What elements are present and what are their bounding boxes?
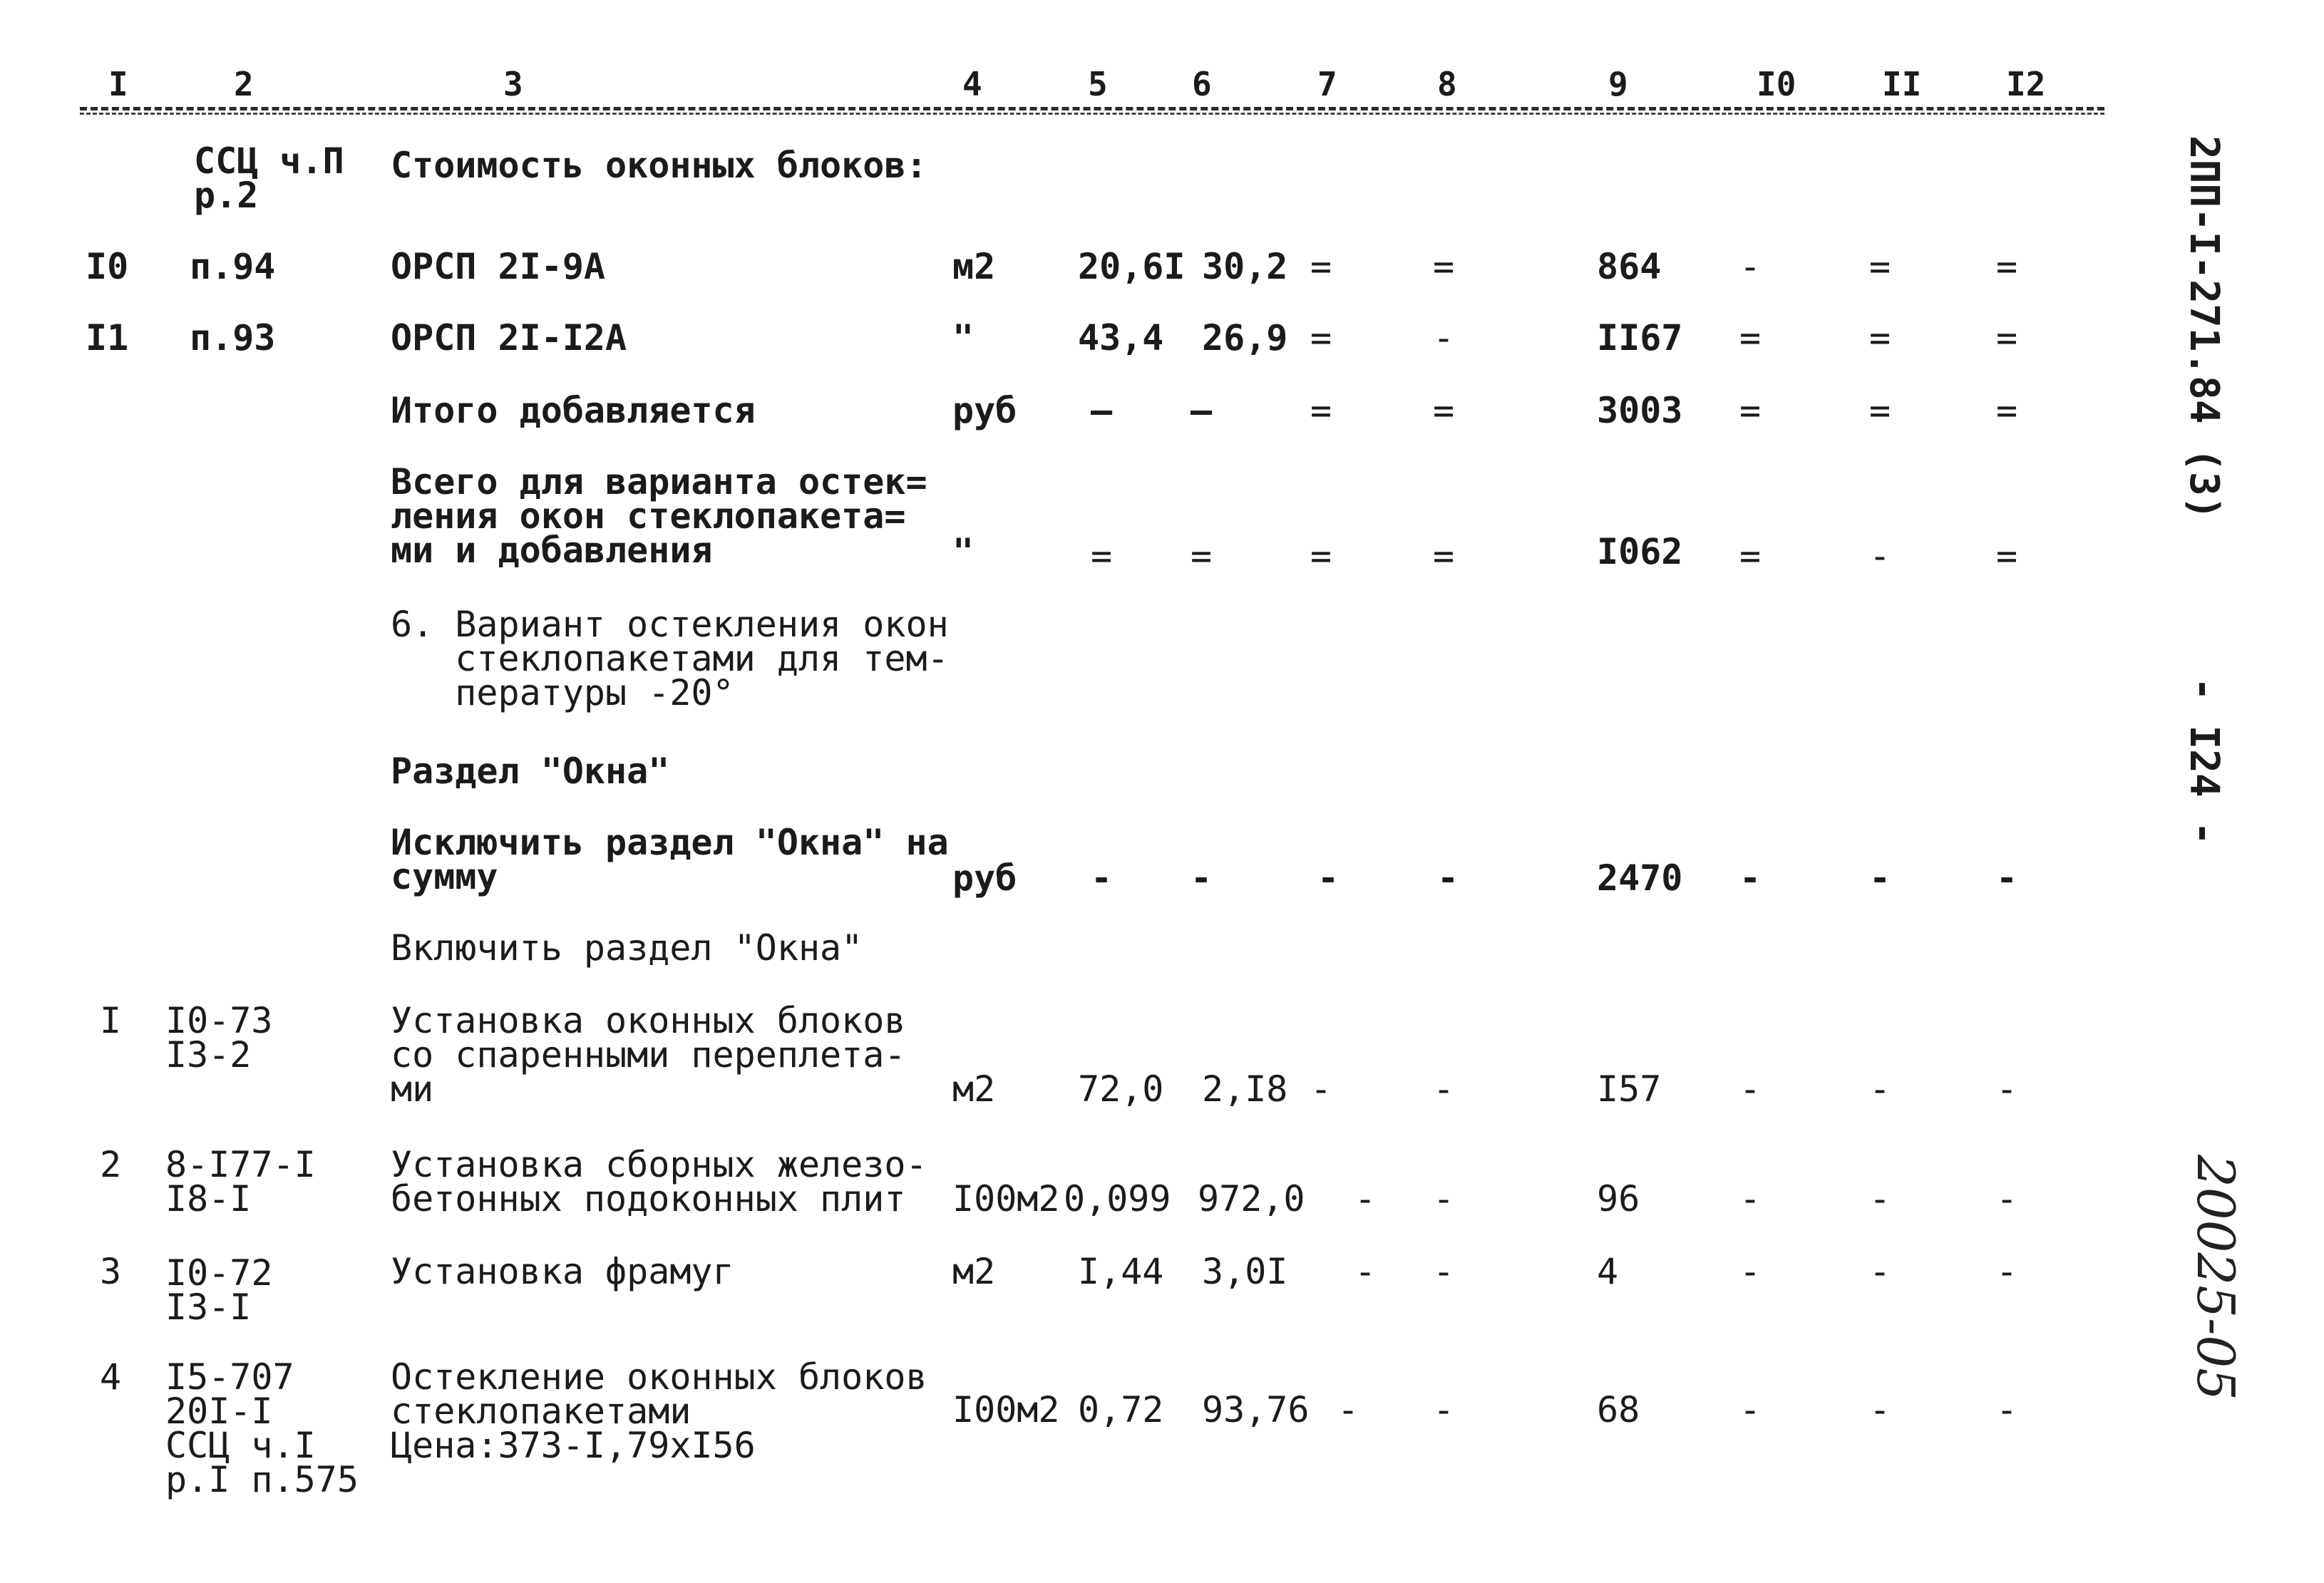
row-col9: 68 (1597, 1389, 1640, 1430)
header-col-11: II (1882, 65, 1922, 103)
row-unit: м2 (952, 1251, 996, 1292)
row-description: Остекление оконных блоков стеклопакетами Цена:373-I,79хI56 (391, 1356, 927, 1466)
row-source: п.93 (190, 317, 276, 359)
row-number: 2 (100, 1144, 122, 1185)
page-number: - I24 - (2181, 677, 2227, 846)
row-col9: II67 (1597, 317, 1683, 359)
row-number: I1 (86, 317, 129, 359)
row-col9: I062 (1597, 531, 1683, 572)
row-col6: 972,0 (1198, 1178, 1305, 1220)
row-col6: – (1191, 390, 1213, 431)
handwritten-number: 20025-05 (2186, 1155, 2246, 1401)
row-col12: - (1996, 1178, 2018, 1220)
row-number: I0 (86, 246, 129, 287)
row-source: 8-I77-I I8-I (165, 1144, 316, 1220)
row-col10: - (1739, 1251, 1762, 1292)
row-col7: - (1337, 1389, 1359, 1430)
row-col6: = (1191, 535, 1213, 577)
row-col9: 864 (1597, 246, 1662, 287)
row-col5: = (1091, 535, 1113, 577)
header-col-1: I (108, 65, 128, 103)
row-col5: 0,099 (1064, 1178, 1171, 1220)
row-source: ССЦ ч.П р.2 (194, 140, 344, 216)
row-col11: - (1869, 1389, 1891, 1430)
row-col5: 72,0 (1078, 1068, 1164, 1110)
row-col5: 20,6I (1078, 246, 1186, 287)
row-col7: - (1354, 1251, 1377, 1292)
row-description: Исключить раздел "Окна" на сумму (391, 822, 949, 897)
row-col9: 3003 (1597, 390, 1683, 431)
row-number: I (100, 1000, 122, 1041)
row-col8: - (1433, 1251, 1455, 1292)
row-col10: - (1739, 857, 1762, 899)
row-col7: - (1310, 1068, 1332, 1110)
row-col7: = (1310, 317, 1332, 359)
row-col8: - (1433, 1389, 1455, 1430)
header-col-8: 8 (1437, 65, 1457, 103)
row-description: Всего для варианта остек= ления окон стеклопакета= ми и добавления (391, 461, 927, 571)
row-col12: - (1996, 857, 2018, 899)
row-number: 4 (100, 1356, 122, 1398)
row-col6: - (1191, 857, 1213, 899)
header-col-2: 2 (234, 65, 254, 103)
row-description: Стоимость оконных блоков: (391, 145, 927, 186)
row-description: Установка оконных блоков со спаренными переплета- ми (391, 1000, 906, 1110)
row-unit: " (952, 531, 975, 572)
row-col11: - (1869, 1068, 1891, 1110)
row-col6: 30,2 (1202, 246, 1288, 287)
row-col9: 2470 (1597, 857, 1683, 899)
header-col-9: 9 (1608, 65, 1628, 103)
row-col12: = (1996, 390, 2018, 431)
row-col7: = (1310, 535, 1332, 577)
row-col12: = (1996, 246, 2018, 287)
row-col8: = (1433, 535, 1455, 577)
header-col-10: I0 (1757, 65, 1796, 103)
row-col12: - (1996, 1251, 2018, 1292)
row-col11: - (1869, 535, 1891, 577)
row-description: Установка фрамуг (391, 1251, 734, 1292)
row-description: Раздел "Окна" (391, 751, 670, 792)
row-col9: 96 (1597, 1178, 1640, 1220)
row-col11: - (1869, 1178, 1891, 1220)
row-unit: " (952, 317, 975, 359)
header-col-6: 6 (1192, 65, 1212, 103)
row-col10: = (1739, 390, 1762, 431)
section-heading: 6. Вариант остекления окон стеклопакетами для тем- пературы -20° (391, 604, 949, 713)
row-col10: - (1739, 1389, 1762, 1430)
row-description: Установка сборных железо- бетонных подоконных плит (391, 1144, 927, 1220)
row-col8: - (1433, 1068, 1455, 1110)
header-rule-double (80, 113, 2104, 115)
row-col10: = (1739, 535, 1762, 577)
row-col7: - (1354, 1178, 1377, 1220)
row-col5: - (1091, 857, 1113, 899)
document-code: 2ПП-I-271.84 (3) (2181, 135, 2227, 520)
header-col-3: 3 (503, 65, 523, 103)
header-col-4: 4 (962, 65, 982, 103)
row-col12: = (1996, 535, 2018, 577)
row-col6: 2,I8 (1202, 1068, 1288, 1110)
header-col-5: 5 (1088, 65, 1108, 103)
row-col8: = (1433, 246, 1455, 287)
row-col9: I57 (1597, 1068, 1662, 1110)
row-source: I5-707 20I-I ССЦ ч.I р.I п.575 (165, 1356, 359, 1500)
row-col12: - (1996, 1068, 2018, 1110)
row-col6: 3,0I (1202, 1251, 1288, 1292)
row-unit: руб (952, 390, 1017, 431)
row-description: ОРСП 2I-9А (391, 246, 606, 287)
row-col6: 26,9 (1202, 317, 1288, 359)
row-source: п.94 (190, 246, 276, 287)
header-col-12: I2 (2006, 65, 2046, 103)
row-col11: = (1869, 390, 1891, 431)
row-col5: I,44 (1078, 1251, 1164, 1292)
row-col10: = (1739, 317, 1762, 359)
row-source: I0-73 I3-2 (165, 1000, 273, 1076)
row-col12: = (1996, 317, 2018, 359)
row-number: 3 (100, 1251, 122, 1292)
row-col10: - (1739, 1068, 1762, 1110)
row-description: ОРСП 2I-I2А (391, 317, 627, 359)
row-col8: - (1433, 317, 1455, 359)
row-col10: - (1739, 246, 1762, 287)
row-col11: - (1869, 857, 1891, 899)
row-col10: - (1739, 1178, 1762, 1220)
row-col11: - (1869, 1251, 1891, 1292)
row-col8: = (1433, 390, 1455, 431)
row-unit: руб (952, 857, 1017, 899)
header-rule (80, 107, 2104, 110)
row-col5: 0,72 (1078, 1389, 1164, 1430)
row-col7: - (1317, 857, 1340, 899)
row-unit: м2 (952, 1068, 996, 1110)
header-col-7: 7 (1317, 65, 1337, 103)
row-col11: = (1869, 246, 1891, 287)
row-col5: 43,4 (1078, 317, 1164, 359)
row-col5: – (1091, 390, 1113, 431)
row-col7: = (1310, 246, 1332, 287)
row-description: Итого добавляется (391, 390, 756, 431)
row-col12: - (1996, 1389, 2018, 1430)
row-col11: = (1869, 317, 1891, 359)
row-unit: м2 (952, 246, 996, 287)
row-col7: = (1310, 390, 1332, 431)
row-col9: 4 (1597, 1251, 1619, 1292)
row-col6: 93,76 (1202, 1389, 1310, 1430)
row-col8: - (1433, 1178, 1455, 1220)
row-source: I0-72 I3-I (165, 1252, 273, 1328)
row-unit: I00м2 (952, 1178, 1060, 1220)
row-description: Включить раздел "Окна" (391, 927, 863, 969)
row-col8: - (1437, 857, 1459, 899)
row-unit: I00м2 (952, 1389, 1060, 1430)
